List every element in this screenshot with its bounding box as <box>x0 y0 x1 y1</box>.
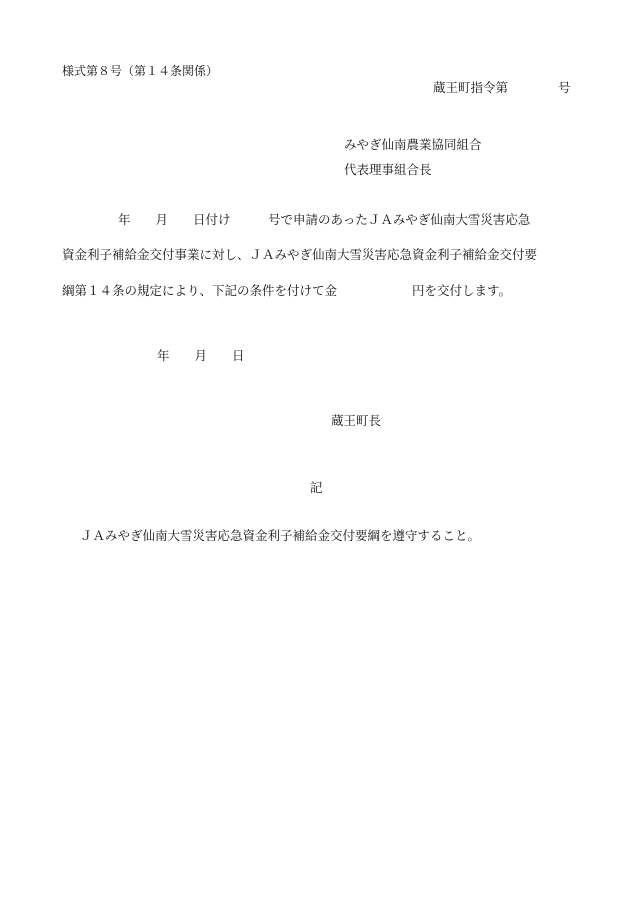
issue-date: 年 月 日 <box>157 348 245 363</box>
issuer-name: 蔵王町長 <box>331 413 382 428</box>
condition-text: ＪＡみやぎ仙南大雪災害応急資金利子補給金交付要綱を遵守すること。 <box>80 528 481 543</box>
ki-heading: 記 <box>310 480 323 495</box>
body-text-line-1: 年 月 日付け 号で申請のあったＪＡみやぎ仙南大雪災害応急 <box>118 212 531 227</box>
recipient-organization: みやぎ仙南農業協同組合 <box>344 137 482 152</box>
form-number: 様式第８号（第１４条関係） <box>62 64 219 78</box>
directive-number: 蔵王町指令第 号 <box>433 80 571 95</box>
recipient-title: 代表理事組合長 <box>344 162 432 177</box>
body-text-line-2: 資金利子補給金交付事業に対し、ＪＡみやぎ仙南大雪災害応急資金利子補給金交付要 <box>62 247 538 262</box>
body-text-line-3: 綱第１４条の規定により、下記の条件を付けて金 円を交付します。 <box>62 283 512 298</box>
